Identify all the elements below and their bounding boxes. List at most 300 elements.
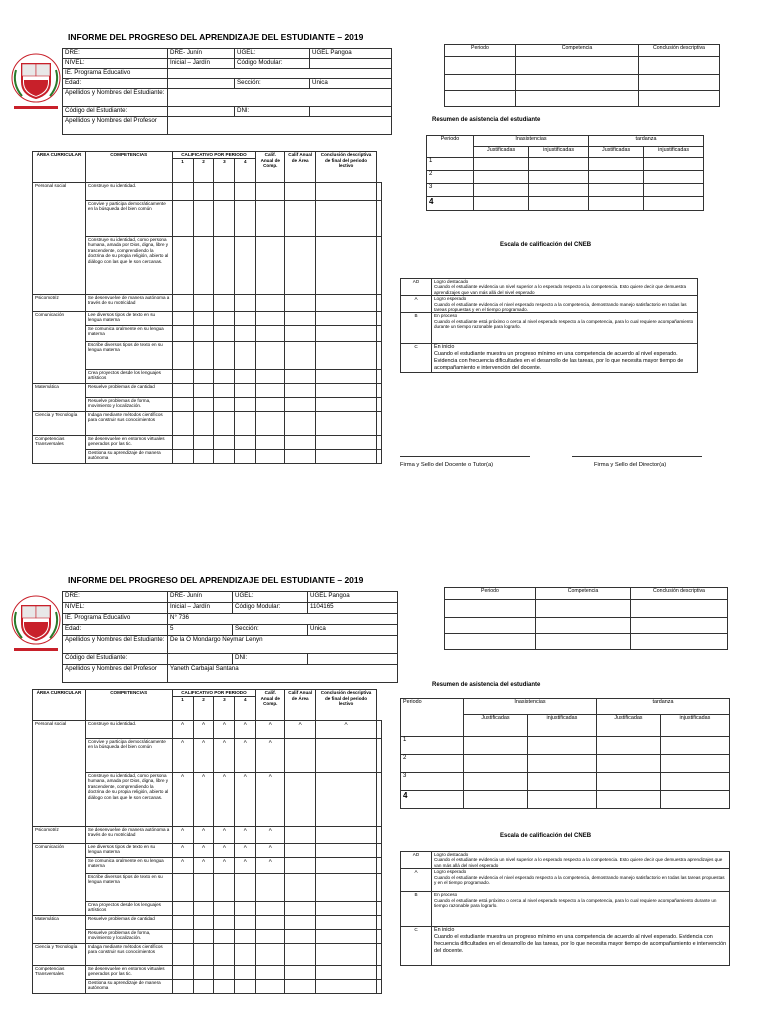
grade-cell [285,182,316,200]
att-period-2: 2 [427,171,474,184]
grade-cell [172,397,193,411]
att-col-periodo-2: Periodo [401,699,464,737]
codigo-modular-value-2: 1104165 [308,603,398,614]
grade-cell: A [235,843,256,857]
grade-cell: A [235,720,256,738]
competencia-cell: Resuelve problemas de cantidad [85,383,172,397]
grade-cell [193,943,214,965]
ugel-value: UGEL Pangoa [310,49,392,59]
att-period-3: 3 [427,184,474,197]
ugel-label: UGEL: [235,49,310,59]
table-row [33,873,382,901]
grade-cell [316,965,377,979]
grade-cell [316,311,377,325]
grade-cell: A [285,720,316,738]
grade-cell [285,325,316,341]
codigo-modular-label-2: Código Modular: [233,603,308,614]
grade-cell [193,383,214,397]
grade-cell: A [256,738,285,772]
grade-cell [214,929,235,943]
grade-cell [316,200,377,236]
grade-cell [285,915,316,929]
conclusion-cell [377,720,382,738]
table-row [33,397,382,411]
col-calif-anual-comp-2: Calif. Anual de Comp. [256,690,285,721]
grade-cell [193,200,214,236]
conclusion-cell [377,200,382,236]
grade-cell [172,965,193,979]
table-row [33,383,382,397]
student-code-label: Código del Estudiante: [63,107,168,117]
grade-cell [172,294,193,311]
scale-name-a: Logro esperado [434,296,467,302]
grade-cell [214,943,235,965]
area-cell [33,397,86,411]
grade-cell [235,200,256,236]
competencia-cell: Indaga mediante métodos científicos para construir sus conocimientos [85,411,172,435]
col-periodo-2: Periodo [445,588,536,600]
scale-table [400,278,698,373]
grade-cell [172,943,193,965]
grade-cell [285,449,316,463]
area-cell [33,200,86,236]
col-area: ÁREA CURRICULAR [33,152,86,183]
ie-value-2: N° 736 [168,614,398,625]
competencia-cell: Convive y participa democráticamente en la búsqueda del bien común [85,738,172,772]
grade-cell [256,311,285,325]
grade-cell [256,182,285,200]
grade-cell [285,383,316,397]
grades-body-blank [33,182,382,463]
grade-cell [235,325,256,341]
grade-cell [193,397,214,411]
student-info-table-2 [62,591,398,683]
student-name-value [168,89,392,107]
ie-label: IE. Programa Educativo [63,69,168,79]
grade-cell [172,383,193,397]
grade-cell [214,965,235,979]
dre-value: DRE- Junín [168,49,235,59]
grade-cell [193,411,214,435]
grade-cell: A [214,720,235,738]
grade-cell: A [172,720,193,738]
grade-cell [235,929,256,943]
ie-label-2: IE. Programa Educativo [63,614,168,625]
grade-cell [235,411,256,435]
director-signature-line [572,456,702,457]
grade-cell [316,182,377,200]
grade-cell [316,929,377,943]
grades-table-blank [32,151,382,464]
grade-cell [256,200,285,236]
grade-cell [214,369,235,383]
teacher-name-label: Apellidos y Nombres del Profesor [63,117,168,135]
peru-coat-of-arms-logo-2 [10,592,62,644]
area-cell [33,873,86,901]
grade-cell [214,311,235,325]
area-cell [33,901,86,915]
area-cell [33,738,86,772]
teacher-name-value [168,117,392,135]
att-period-2-2: 2 [401,755,464,773]
grade-cell [285,901,316,915]
conclusion-cell [377,325,382,341]
scale-name-ad: Logro destacado [434,279,469,284]
grade-cell: A [256,857,285,873]
grades-body-filled [33,720,382,993]
grade-cell [256,915,285,929]
att-injustificadas-1: injustificadas [529,147,589,158]
grades-table-filled [32,689,382,994]
grade-cell: A [172,826,193,843]
grade-cell [214,435,235,449]
grade-cell [285,369,316,383]
seccion-label: Sección: [235,79,310,89]
competencia-cell: Construye su identidad. [85,182,172,200]
grade-cell [285,943,316,965]
grade-cell [235,435,256,449]
grade-cell [285,200,316,236]
ie-value [168,69,392,79]
competencia-cell: Resuelve problemas de cantidad [85,915,172,929]
grade-cell [256,325,285,341]
grade-cell: A [172,857,193,873]
area-cell [33,929,86,943]
area-cell: Competencias Transversales [33,435,86,449]
grade-cell [316,369,377,383]
area-cell [33,325,86,341]
competencia-cell: Crea proyectos desde los lenguajes artísticos [85,369,172,383]
conclusion-cell [377,915,382,929]
grade-cell [316,915,377,929]
grade-cell [285,294,316,311]
area-cell [33,772,86,826]
grade-cell [316,383,377,397]
competencia-cell: Escribe diversos tipos de texto en su lengua materna [85,341,172,369]
grade-cell [214,979,235,993]
period-4: 4 [235,158,256,182]
conclusion-cell [377,311,382,325]
grade-cell: A [193,843,214,857]
scale-desc-c: Cuando el estudiante muestra un progreso mínimo en una competencia de acuerdo al nivel esperado. Evidencia con frecuencia dificultades en el desarrollo de las tareas, por lo que necesita mayor tiempo de acompañamiento e intervención del docente. [434,351,684,372]
student-name-label-2: Apellidos y Nombres del Estudiante: [63,636,168,654]
grade-cell [235,311,256,325]
competencia-cell: Construye su identidad, como persona humana, amada por Dios, digna, libre y trascendente, comprendiendo la doctrina de su propia religión, abierto al diálogo con las que le son cercanas. [85,772,172,826]
conclusion-cell [377,965,382,979]
period-2: 2 [193,158,214,182]
table-row [33,236,382,294]
grade-cell [172,873,193,901]
seccion-value-2: Única [308,625,398,636]
area-cell: Personal social [33,720,86,738]
period-4-2: 4 [235,696,256,720]
grade-cell [256,929,285,943]
scale-level-b: B [401,313,432,344]
table-row [33,182,382,200]
scale-name-a-2: Logro esperado [434,869,467,875]
grade-cell: A [235,772,256,826]
grade-cell [214,325,235,341]
grade-cell [316,397,377,411]
grade-cell [316,738,377,772]
grade-cell [193,369,214,383]
competencia-cell: Se desenvuelve de manera autónoma a través de su motricidad [85,294,172,311]
conclusion-cell [377,826,382,843]
grade-cell [235,182,256,200]
col-calif-anual-area: Calif Anual de Área [285,152,316,183]
period-2-2: 2 [193,696,214,720]
scale-name-ad-2: Logro destacado [434,852,469,857]
table-row [33,965,382,979]
period-1-2: 1 [172,696,193,720]
area-cell: Competencias Transversales [33,965,86,979]
area-cell [33,449,86,463]
grade-cell: A [235,857,256,873]
grade-cell [235,294,256,311]
area-cell: Ciencia y Tecnología [33,411,86,435]
area-cell: Ciencia y Tecnología [33,943,86,965]
grade-cell [172,929,193,943]
grade-cell [172,915,193,929]
area-cell: Comunicación [33,311,86,325]
grade-cell: A [235,826,256,843]
grade-cell [172,369,193,383]
col-conclusion-2: Conclusión descriptiva de final del periodo lectivo [316,690,377,721]
grade-cell [193,901,214,915]
competencia-cell: Crea proyectos desde los lenguajes artísticos [85,901,172,915]
grade-cell: A [256,826,285,843]
scale-name-b: En proceso [434,313,458,319]
teacher-signature-line [400,456,530,457]
col-calif-anual-comp: Calif. Anual de Comp. [256,152,285,183]
grade-cell [172,311,193,325]
teacher-signature-label: Firma y Sello del Docente o Tutor(a) [400,462,494,468]
att-col-tardanza: tardanza [588,136,703,147]
grade-cell [172,236,193,294]
dre-label-2: DRE: [63,592,168,603]
grade-cell [256,901,285,915]
nivel-label-2: NIVEL: [63,603,168,614]
table-row [33,915,382,929]
grade-cell: A [214,857,235,873]
grade-cell [193,325,214,341]
conclusion-cell [377,943,382,965]
col-calificativo: CALIFICATIVO POR PERIODO [172,152,256,159]
table-row [33,901,382,915]
conclusion-cell [377,979,382,993]
grade-cell [235,965,256,979]
ugel-value-2: UGEL Pangoa [308,592,398,603]
competencia-cell: Convive y participa democráticamente en la búsqueda del bien común [85,200,172,236]
area-cell [33,369,86,383]
grade-cell [214,411,235,435]
grade-cell [316,857,377,873]
grade-cell [193,979,214,993]
conclusion-cell [377,369,382,383]
nivel-value-2: Inicial – Jardín [168,603,233,614]
grade-cell [256,341,285,369]
grade-cell [214,915,235,929]
table-row [33,738,382,772]
grade-cell [193,915,214,929]
grade-cell: A [256,843,285,857]
scale-title: Escala de calificación del CNEB [500,242,592,248]
conclusion-cell [377,182,382,200]
att-period-3-2: 3 [401,773,464,791]
grade-cell [316,294,377,311]
conclusion-cell [377,772,382,826]
grade-cell [235,873,256,901]
area-cell [33,979,86,993]
seccion-label-2: Sección: [233,625,308,636]
grade-cell [172,182,193,200]
grade-cell [172,979,193,993]
grade-cell [172,435,193,449]
table-row [33,979,382,993]
col-conclusion-descriptiva-2: Conclusión descriptiva [631,588,728,600]
grade-cell [256,411,285,435]
grade-cell [316,341,377,369]
grade-cell: A [193,772,214,826]
grade-cell: A [172,843,193,857]
grade-cell [193,182,214,200]
competencia-cell: Indaga mediante métodos científicos para construir sus conocimientos [85,943,172,965]
grade-cell: A [256,772,285,826]
grade-cell [172,325,193,341]
report-title: INFORME DEL PROGRESO DEL APRENDIZAJE DEL ESTUDIANTE – 2019 [68,32,364,42]
grade-cell [235,236,256,294]
conclusion-table [444,44,720,107]
table-row [33,843,382,857]
table-row [33,826,382,843]
grade-cell [316,979,377,993]
grade-cell [193,341,214,369]
student-info-table [62,48,392,135]
scale-level-a: A [401,296,432,313]
att-injustificadas-3: injustificadas [527,715,596,737]
grade-cell [316,901,377,915]
conclusion-table-2 [444,587,728,650]
area-cell: Psicomotriz [33,826,86,843]
att-period-1: 1 [427,158,474,171]
grade-cell [285,311,316,325]
conclusion-cell [377,857,382,873]
conclusion-cell [377,435,382,449]
conclusion-cell [377,738,382,772]
att-period-1-2: 1 [401,737,464,755]
grade-cell [172,449,193,463]
competencia-cell: Escribe diversos tipos de texto en su lengua materna [85,873,172,901]
att-justificadas-2: Justificadas [588,147,643,158]
student-name-value-2: De la O Mondargo Neymar Lenyn [168,636,398,654]
att-period-4-2: 4 [401,791,464,809]
attendance-title-2: Resumen de asistencia del estudiante [432,682,541,688]
grade-cell [285,826,316,843]
dni-label: DNI: [235,107,310,117]
grade-cell [235,979,256,993]
grade-cell [235,383,256,397]
conclusion-cell [377,901,382,915]
scale-level-ad-2: AD [401,852,432,869]
grade-cell [256,236,285,294]
grade-cell [285,873,316,901]
grade-cell [193,236,214,294]
table-row [33,772,382,826]
grade-cell [285,236,316,294]
competencia-cell: Gestiona su aprendizaje de manera autónoma [85,979,172,993]
grade-cell: A [256,720,285,738]
grade-cell [256,965,285,979]
grade-cell [285,341,316,369]
grade-cell [256,397,285,411]
grade-cell [235,449,256,463]
teacher-name-label-2: Apellidos y Nombres del Profesor [63,665,168,683]
competencia-cell: Lee diversos tipos de texto en su lengua materna [85,843,172,857]
att-injustificadas-4: injustificadas [660,715,729,737]
report-title-2: INFORME DEL PROGRESO DEL APRENDIZAJE DEL ESTUDIANTE – 2019 [68,575,364,585]
grade-cell [214,236,235,294]
grade-cell [193,965,214,979]
grade-cell [316,772,377,826]
period-3-2: 3 [214,696,235,720]
scale-level-b-2: B [401,892,432,927]
codigo-modular-value [310,59,392,69]
grade-cell [172,411,193,435]
dre-label: DRE: [63,49,168,59]
grade-cell [256,369,285,383]
att-col-tardanza-2: tardanza [596,699,729,715]
grade-cell: A [316,720,377,738]
att-injustificadas-2: injustificadas [644,147,704,158]
scale-table-2 [400,851,730,966]
grade-cell [316,943,377,965]
conclusion-cell [377,341,382,369]
scale-level-ad: AD [401,279,432,296]
grade-cell: A [172,738,193,772]
scale-desc-b-2: Cuando el estudiante está próximo o cerca al nivel esperado respecto a la competencia, para lo cual requiere acompañamiento durante un tiempo razonable para lograrlo. [434,897,717,909]
scale-name-b-2: En proceso [434,892,458,898]
teacher-name-value-2: Yaneth Carbajal Santana [168,665,398,683]
grade-cell: A [193,738,214,772]
grade-cell [316,449,377,463]
conclusion-cell [377,397,382,411]
area-cell: Matemática [33,915,86,929]
table-row [33,341,382,369]
table-row [33,325,382,341]
conclusion-cell [377,929,382,943]
director-signature-label: Firma y Sello del Director(a) [594,462,667,468]
grade-cell [235,397,256,411]
grade-cell [256,435,285,449]
grade-cell [214,182,235,200]
grade-cell [316,411,377,435]
scale-desc-a-2: Cuando el estudiante evidencia el nivel esperado respecto a la competencia, demostrando manejo satisfactorio en todas las tareas propuestas y en el tiempo programado. [434,874,725,886]
grade-cell [193,873,214,901]
table-row [33,449,382,463]
col-calificativo-2: CALIFICATIVO POR PERIODO [172,690,256,697]
grade-cell [285,965,316,979]
grade-cell [256,873,285,901]
edad-value [168,79,235,89]
grade-cell [256,943,285,965]
grade-cell [235,341,256,369]
grade-cell [316,873,377,901]
period-3: 3 [214,158,235,182]
att-col-inasistencias-2: Inasistencias [464,699,597,715]
scale-level-c-2: C [401,927,432,966]
grade-cell [193,449,214,463]
grade-cell [285,843,316,857]
